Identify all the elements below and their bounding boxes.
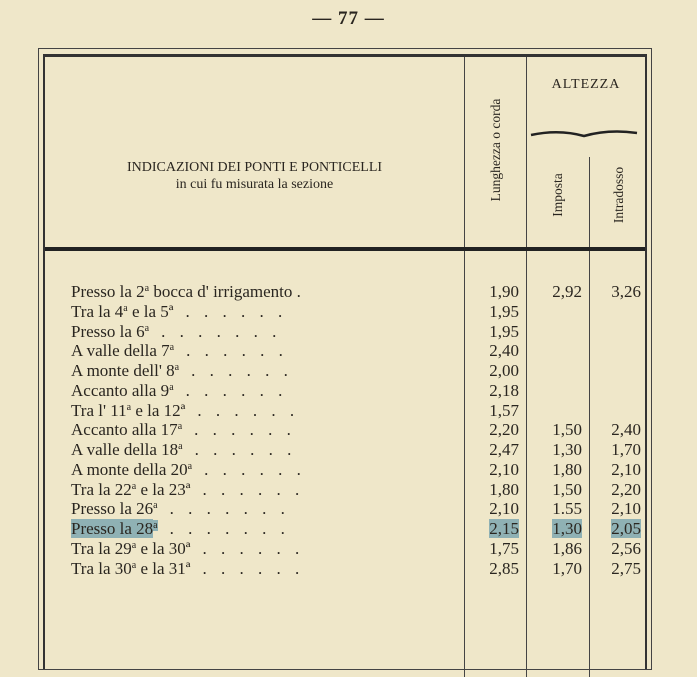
cell-intradosso: 2,05 <box>611 519 641 538</box>
table-row <box>45 519 645 538</box>
cell-imposta: 1,50 <box>552 479 582 499</box>
table-row <box>45 401 645 420</box>
row-label: Tra la 30 <box>71 558 132 578</box>
table-row <box>45 480 645 499</box>
row-label-sup: a <box>178 441 183 452</box>
row-description <box>71 341 174 360</box>
row-description <box>71 420 182 439</box>
row-label: Presso la 2 <box>71 282 145 301</box>
row-description <box>71 361 179 380</box>
cell-intradosso: 2,56 <box>611 538 641 558</box>
leader-dots: . . . . . . <box>191 361 293 380</box>
table-row <box>45 420 645 439</box>
row-label-rest: e la 5ª <box>127 301 174 321</box>
row-label-sup: a <box>131 559 137 571</box>
row-label-rest: e la 30ª <box>136 538 191 558</box>
table-row <box>45 381 645 400</box>
row-label-sup: a <box>131 480 137 492</box>
cell-length: 1,95 <box>489 321 519 341</box>
row-description <box>71 322 149 341</box>
cell-intradosso: 2,10 <box>611 459 641 479</box>
table-header-title <box>45 159 464 193</box>
header-subtitle: in cui fu misurata la sezione <box>175 177 334 192</box>
row-label-sup: a <box>153 500 158 512</box>
table-row <box>45 302 645 321</box>
leader-dots: . . . . . . <box>202 558 305 578</box>
cell-length: 1,57 <box>489 400 519 420</box>
cell-length: 2,10 <box>489 459 519 479</box>
leader-dots: . . . . . . <box>202 538 305 558</box>
page-number: — 77 — <box>312 8 385 29</box>
row-label-sup: a <box>169 342 175 354</box>
row-label: Tra la 4 <box>71 301 124 321</box>
leader-dots: . . . . . . . <box>169 499 290 519</box>
row-label-sup: a <box>187 460 193 472</box>
header-length: Lunghezza o corda <box>488 98 503 202</box>
row-label-sup: a <box>131 539 137 551</box>
cell-length: 2,10 <box>489 499 519 519</box>
row-label: Presso la 26 <box>71 499 154 519</box>
row-description <box>71 460 192 479</box>
cell-intradosso: 2,20 <box>611 479 641 499</box>
row-label-sup: a <box>174 362 180 373</box>
table-row <box>45 440 645 459</box>
cell-intradosso: 2,40 <box>611 420 641 440</box>
cell-imposta: 1,30 <box>552 440 582 459</box>
cell-imposta: 1,86 <box>552 538 582 558</box>
leader-dots: . . . . . . <box>185 380 288 400</box>
leader-dots: . . . . . . <box>202 479 305 499</box>
table-row <box>45 282 645 301</box>
cell-length: 2,15 <box>489 519 519 538</box>
row-label: Tra la 22 <box>71 479 132 499</box>
table-row <box>45 341 645 360</box>
leader-dots: . . . . . . . <box>169 519 290 538</box>
cell-intradosso: 3,26 <box>611 282 641 301</box>
header-rule <box>45 247 645 251</box>
row-label: A monte della 20 <box>71 459 188 479</box>
cell-imposta: 1,80 <box>552 459 582 479</box>
cell-length: 2,00 <box>489 361 519 380</box>
leader-dots: . . . . . . <box>185 301 288 321</box>
row-label: Accanto alla 17 <box>71 420 178 440</box>
row-description <box>71 559 190 578</box>
cell-length: 1,75 <box>489 538 519 558</box>
row-label-rest: e la 31ª <box>136 558 191 578</box>
cell-intradosso: 2,10 <box>611 499 641 519</box>
row-label: A monte dell' 8 <box>71 361 175 380</box>
row-description <box>71 282 301 301</box>
row-description <box>71 480 190 499</box>
cell-imposta: 1,70 <box>552 558 582 578</box>
header-intradosso: Intradosso <box>611 166 626 224</box>
row-description <box>71 440 183 459</box>
row-label: Presso la 6 <box>71 321 145 341</box>
cell-imposta: 1,50 <box>552 420 582 440</box>
row-label-sup: a <box>177 421 183 433</box>
row-description <box>71 499 158 518</box>
row-description <box>71 401 185 420</box>
leader-dots: . . . . . . <box>186 341 288 361</box>
cell-intradosso: 1,70 <box>611 440 641 459</box>
cell-imposta: 2,92 <box>552 282 582 301</box>
row-label-rest: e la 12ª <box>131 400 186 420</box>
header-imposta: Imposta <box>550 173 565 217</box>
header-title: INDICAZIONI DEI PONTI E PONTICELLI <box>126 160 383 175</box>
table-row <box>45 539 645 558</box>
cell-intradosso: 2,75 <box>611 558 641 578</box>
row-label-sup: a <box>169 381 174 393</box>
row-label-rest: e la 23ª <box>136 479 191 499</box>
row-label-sup: a <box>153 520 158 531</box>
table-row <box>45 460 645 479</box>
cell-length: 2,47 <box>489 440 519 459</box>
cell-length: 1,95 <box>489 301 519 321</box>
table <box>38 48 652 670</box>
table-row <box>45 499 645 518</box>
row-label-sup: a <box>144 283 150 294</box>
row-label-sup: a <box>144 322 150 334</box>
row-description <box>71 381 174 400</box>
row-label-sup: a <box>123 302 128 314</box>
table-row <box>45 361 645 380</box>
cell-length: 2,85 <box>489 558 519 578</box>
header-altezza: ALTEZZA <box>551 77 621 92</box>
leader-dots: . . . . . . <box>194 420 296 440</box>
cell-length: 1,90 <box>489 282 519 301</box>
row-label: A valle della 7 <box>71 341 170 361</box>
leader-dots: . . . . . . <box>204 459 306 479</box>
leader-dots: . . . . . . <box>197 400 300 420</box>
row-description <box>71 519 158 538</box>
row-label: A valle della 18 <box>71 440 179 459</box>
row-label: Accanto alla 9 <box>71 380 170 400</box>
cell-imposta: 1,30 <box>552 519 582 538</box>
table-row <box>45 559 645 578</box>
leader-dots: . . . . . . <box>194 440 297 459</box>
row-label: Presso la 28 <box>71 519 154 538</box>
row-label: Tra la 29 <box>71 538 132 558</box>
table-row <box>45 322 645 341</box>
cell-length: 2,20 <box>489 420 519 440</box>
brace-icon <box>529 127 639 139</box>
row-label: Tra l' 11 <box>71 400 127 420</box>
cell-length: 1,80 <box>489 479 519 499</box>
leader-dots: . . . . . . . <box>161 321 282 341</box>
row-label-sup: a <box>126 401 132 413</box>
cell-length: 2,18 <box>489 380 519 400</box>
cell-length: 2,40 <box>489 341 519 361</box>
row-description <box>71 539 190 558</box>
cell-imposta: 1.55 <box>552 499 582 519</box>
row-label-rest: bocca d' irrigamento . <box>149 282 301 301</box>
row-description <box>71 302 173 321</box>
